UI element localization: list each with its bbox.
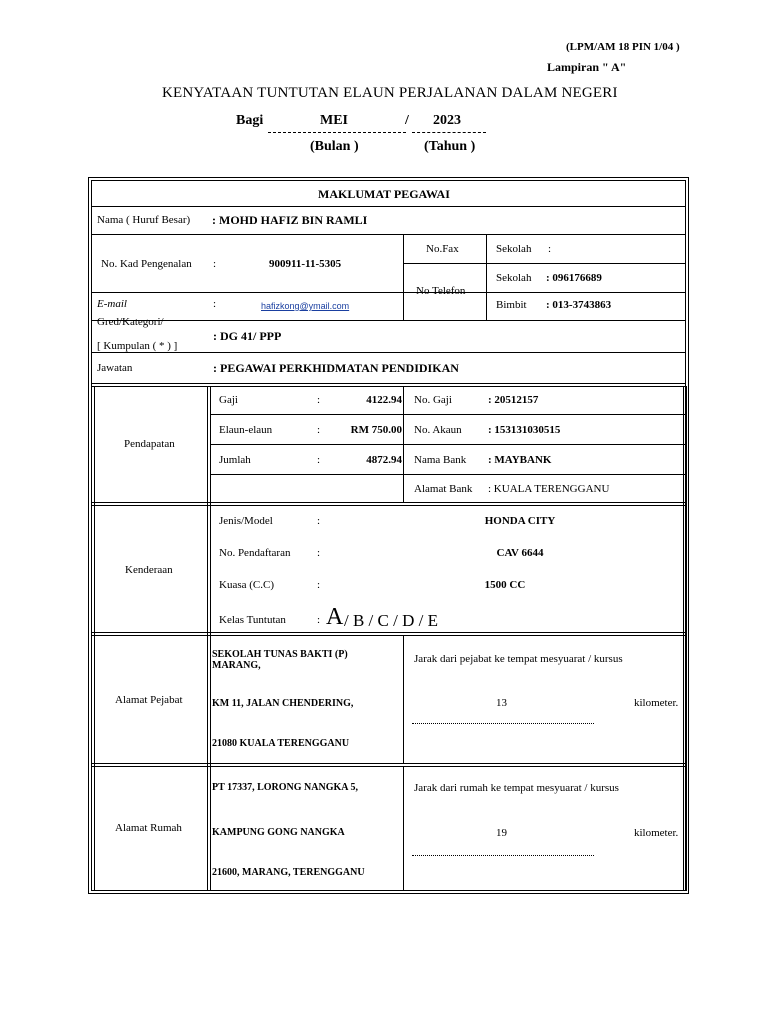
- phone-school-value: : 096176689: [546, 272, 602, 284]
- income-label: Pendapatan: [124, 438, 175, 450]
- vehicle-model-colon: :: [317, 515, 321, 527]
- home-distance-value: 19: [496, 827, 507, 839]
- form-code: (LPM/AM 18 PIN 1/04 ): [566, 41, 680, 53]
- allowance-label: Elaun-elaun: [219, 424, 273, 436]
- phone-school-label: Sekolah: [496, 272, 532, 284]
- position-value: : PEGAWAI PERKHIDMATAN PENDIDIKAN: [213, 361, 459, 375]
- grade-label-line1: Gred/Kategori/: [97, 316, 164, 328]
- claim-class-label: Kelas Tuntutan: [219, 614, 286, 626]
- home-distance-label: Jarak dari rumah ke tempat mesyuarat / kursus: [414, 782, 619, 794]
- allowance-value: RM 750.00: [350, 424, 402, 436]
- ic-label: No. Kad Pengenalan: [101, 258, 192, 270]
- vehicle-reg-colon: :: [317, 547, 321, 559]
- salary-no-label: No. Gaji: [414, 394, 452, 406]
- claim-class-selected: A: [326, 604, 344, 630]
- ic-value: 900911-11-5305: [269, 258, 342, 270]
- fax-school-label: Sekolah: [496, 243, 532, 255]
- claim-year: 2023: [433, 113, 461, 128]
- vehicle-model-label: Jenis/Model: [219, 515, 273, 527]
- month-caption: (Bulan ): [310, 139, 359, 154]
- home-distance-dotted-line: [412, 855, 594, 856]
- fax-colon: :: [548, 243, 552, 255]
- claim-month: MEI: [320, 113, 348, 128]
- fax-label: No.Fax: [426, 243, 459, 255]
- form-title: KENYATAAN TUNTUTAN ELAUN PERJALANAN DALAM NEGERI: [162, 85, 618, 101]
- email-link[interactable]: hafizkong@ymail.com: [261, 301, 350, 311]
- home-address-label: Alamat Rumah: [115, 822, 182, 834]
- bank-address-value: : KUALA TERENGGANU: [488, 483, 610, 495]
- home-address-line1: PT 17337, LORONG NANGKA 5,: [212, 782, 358, 793]
- allowance-colon: :: [317, 424, 321, 436]
- phone-mobile-value: : 013-3743863: [546, 299, 612, 311]
- name-label: Nama ( Huruf Besar): [97, 214, 191, 226]
- year-caption: (Tahun ): [424, 139, 476, 154]
- engine-cc-label: Kuasa (C.C): [219, 579, 274, 591]
- bank-name-label: Nama Bank: [414, 454, 467, 466]
- month-underline: [268, 132, 406, 133]
- position-label: Jawatan: [97, 362, 133, 374]
- phone-mobile-label: Bimbit: [496, 299, 527, 311]
- salary-label: Gaji: [219, 394, 238, 406]
- office-address-line2: MARANG,: [212, 660, 261, 671]
- office-address-line1: SEKOLAH TUNAS BAKTI (P): [212, 649, 348, 660]
- grade-label-line2: [ Kumpulan ( * ) ]: [97, 340, 178, 352]
- office-distance-value: 13: [496, 697, 507, 709]
- home-distance-unit: kilometer.: [634, 827, 679, 839]
- total-label: Jumlah: [219, 454, 251, 466]
- engine-cc-value: 1500 CC: [484, 579, 526, 591]
- home-address-line2: KAMPUNG GONG NANGKA: [212, 827, 345, 838]
- bank-name-value: : MAYBANK: [488, 454, 552, 466]
- total-value: 4872.94: [366, 454, 402, 466]
- vehicle-label: Kenderaan: [125, 564, 173, 576]
- section-title: MAKLUMAT PEGAWAI: [318, 187, 450, 201]
- salary-value: 4122.94: [366, 394, 402, 406]
- engine-cc-colon: :: [317, 579, 321, 591]
- vehicle-reg-label: No. Pendaftaran: [219, 547, 291, 559]
- office-address-line3: KM 11, JALAN CHENDERING,: [212, 698, 354, 709]
- salary-colon: :: [317, 394, 321, 406]
- email-colon: :: [213, 298, 217, 310]
- attachment-label: Lampiran " A": [547, 60, 627, 74]
- grade-value: : DG 41/ PPP: [213, 329, 282, 343]
- vehicle-model-value: HONDA CITY: [484, 515, 556, 527]
- office-distance-dotted-line: [412, 723, 594, 724]
- ic-colon: :: [213, 258, 217, 270]
- claim-class-options: / B / C / D / E: [344, 611, 438, 630]
- office-address-line4: 21080 KUALA TERENGGANU: [212, 738, 350, 749]
- slash-separator: /: [405, 113, 409, 128]
- office-address-label: Alamat Pejabat: [115, 694, 183, 706]
- home-address-line3: 21600, MARANG, TERENGGANU: [212, 867, 365, 878]
- bagi-label: Bagi: [236, 113, 264, 128]
- vehicle-reg-value: CAV 6644: [496, 547, 544, 559]
- office-distance-label: Jarak dari pejabat ke tempat mesyuarat / kursus: [414, 653, 623, 665]
- office-distance-unit: kilometer.: [634, 697, 679, 709]
- phone-label: No Telefon: [416, 285, 466, 297]
- salary-no-value: : 20512157: [488, 394, 539, 406]
- claim-class-colon: :: [317, 614, 321, 626]
- total-colon: :: [317, 454, 321, 466]
- email-label: E-mail: [97, 298, 127, 310]
- name-value: : MOHD HAFIZ BIN RAMLI: [212, 213, 368, 227]
- bank-address-label: Alamat Bank: [414, 483, 473, 495]
- account-value: : 153131030515: [488, 424, 561, 436]
- year-underline: [412, 132, 486, 133]
- account-label: No. Akaun: [414, 424, 462, 436]
